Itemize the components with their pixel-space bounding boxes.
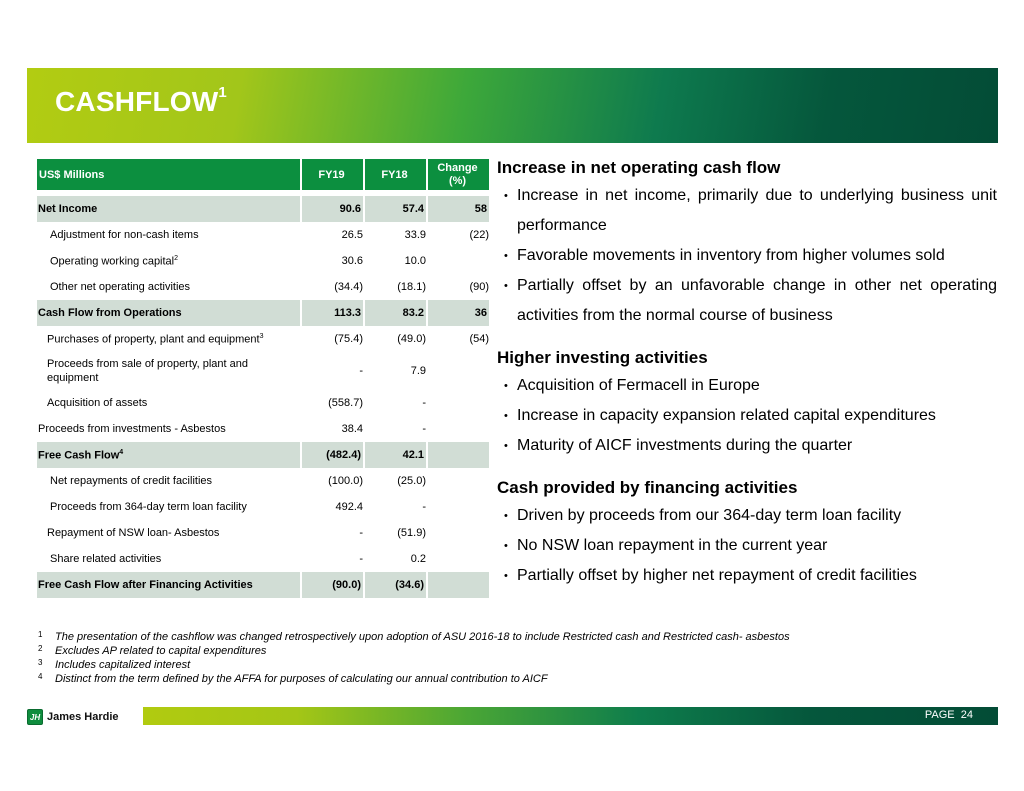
footnote	[38, 630, 790, 644]
bullet-item: • Acquisition of Fermacell in Europe	[497, 371, 997, 401]
row-label: Acquisition of assets	[47, 397, 148, 409]
footnote-number: 4	[38, 672, 43, 681]
bullet-list	[497, 181, 997, 331]
table-row	[37, 248, 491, 274]
table-row	[37, 416, 491, 442]
footer-bar	[143, 707, 998, 725]
footnote-number: 3	[38, 658, 43, 667]
title-footnote-ref: 1	[218, 84, 227, 101]
row-label: Repayment of NSW loan- Asbestos	[47, 527, 220, 539]
change-value: (22)	[469, 229, 489, 241]
fy18-value: -	[422, 397, 426, 409]
fy18-value: (18.1)	[397, 281, 426, 293]
change-value	[428, 520, 491, 546]
section-heading: Higher investing activities	[497, 348, 708, 367]
change-value: 36	[428, 300, 491, 326]
cashflow-table	[37, 159, 491, 598]
footnote-text: Distinct from the term defined by the AFFA for purposes of calculating our annual contribution to AICF	[55, 673, 548, 685]
fy18-value: 0.2	[410, 553, 426, 565]
title-banner	[27, 68, 998, 143]
change-value: 58	[428, 196, 491, 222]
bullet-list	[497, 501, 997, 591]
change-value: (54)	[469, 333, 489, 345]
table-row	[37, 390, 491, 416]
row-label: Share related activities	[50, 553, 162, 565]
footnote-text: The presentation of the cashflow was changed retrospectively upon adoption of ASU 2016-18 to include Restricted cash and Restricted cash- asbestos	[55, 631, 790, 643]
change-value	[428, 390, 491, 416]
footnote	[38, 644, 790, 658]
fy19-value: 26.5	[341, 229, 363, 241]
fy19-value: -	[359, 553, 363, 565]
footnote-ref: 3	[259, 332, 264, 340]
change-value	[428, 442, 491, 468]
table-row	[37, 352, 491, 390]
page-title: CASHFLOW$^1$	[55, 84, 227, 117]
row-label: Proceeds from investments - Asbestos	[38, 423, 226, 435]
row-label: Net Income	[37, 196, 302, 222]
table-total-row	[37, 300, 491, 326]
change-value	[428, 546, 491, 572]
fy19-value: 90.6	[302, 196, 365, 222]
bullet-item: • Partially offset by higher net repayment of credit facilities	[497, 561, 997, 591]
footnote-text: Includes capitalized interest	[55, 659, 191, 671]
fy18-value: -	[422, 501, 426, 513]
row-label: Other net operating activities	[50, 281, 191, 293]
footer	[27, 707, 998, 727]
bullet-item: • Partially offset by an unfavorable change in other net operating activities from the normal course of business	[497, 271, 997, 331]
column-header-label: US$ Millions	[37, 159, 302, 190]
fy19-value: (558.7)	[328, 397, 363, 409]
page-number: PAGE 24	[924, 709, 973, 721]
row-label: Proceeds from sale of property, plant and equipment	[47, 358, 248, 384]
bullet-item: • Driven by proceeds from our 364-day term loan facility	[497, 501, 997, 531]
bullet-item: • No NSW loan repayment in the current year	[497, 531, 997, 561]
bullet-item: • Favorable movements in inventory from higher volumes sold	[497, 241, 997, 271]
james-hardie-logo	[27, 707, 119, 727]
fy19-value: 492.4	[335, 501, 363, 513]
fy18-value: 83.2	[365, 300, 428, 326]
fy19-value: 38.4	[341, 423, 363, 435]
commentary-section	[497, 345, 997, 461]
bullet-item: • Increase in net income, primarily due to underlying business unit performance	[497, 181, 997, 241]
change-value	[428, 572, 491, 598]
fy18-value: (25.0)	[397, 475, 426, 487]
commentary-section	[497, 475, 997, 591]
table-row	[37, 222, 491, 248]
column-header-fy18: FY18	[365, 159, 428, 190]
table-row	[37, 326, 491, 352]
fy18-value: 7.9	[410, 365, 426, 377]
table-row	[37, 274, 491, 300]
change-value	[428, 468, 491, 494]
jh-logo-icon: JH	[27, 709, 43, 725]
table-total-row	[37, 442, 491, 468]
change-value	[428, 494, 491, 520]
fy19-value: (75.4)	[334, 333, 363, 345]
commentary-section	[497, 155, 997, 331]
change-value: (90)	[469, 281, 489, 293]
fy19-value: 30.6	[341, 255, 363, 267]
fy18-value: 57.4	[365, 196, 428, 222]
row-label: Free Cash Flow$^4$	[37, 442, 302, 468]
fy19-value: (34.4)	[334, 281, 363, 293]
row-label: Free Cash Flow after Financing Activities	[37, 572, 302, 598]
footnote-number: 2	[38, 644, 43, 653]
column-header-change: Change (%)	[428, 159, 491, 190]
column-header-fy19: FY19	[302, 159, 365, 190]
row-label: Cash Flow from Operations	[37, 300, 302, 326]
fy19-value: -	[359, 365, 363, 377]
fy19-value: (90.0)	[302, 572, 365, 598]
footnotes	[38, 630, 790, 686]
fy18-value: (34.6)	[365, 572, 428, 598]
table-row	[37, 520, 491, 546]
change-value	[428, 352, 491, 390]
table-row	[37, 546, 491, 572]
fy19-value: 113.3	[302, 300, 365, 326]
fy18-value: -	[422, 423, 426, 435]
fy19-value: (100.0)	[328, 475, 363, 487]
footnote	[38, 658, 790, 672]
change-value	[428, 248, 491, 274]
commentary-panel	[497, 155, 997, 591]
footnote-ref: 2	[174, 254, 179, 262]
table-total-row	[37, 196, 491, 222]
fy18-value: 42.1	[365, 442, 428, 468]
table-header-row	[37, 159, 491, 190]
row-label: Net repayments of credit facilities	[50, 475, 213, 487]
row-label: Purchases of property, plant and equipment$^3$	[47, 332, 264, 346]
section-heading: Increase in net operating cash flow	[497, 158, 781, 177]
fy18-value: 10.0	[404, 255, 426, 267]
footnote-number: 1	[38, 630, 43, 639]
fy19-value: (482.4)	[302, 442, 365, 468]
table-row	[37, 468, 491, 494]
footnote-text: Excludes AP related to capital expenditures	[55, 645, 267, 657]
fy19-value: -	[359, 527, 363, 539]
bullet-item: • Increase in capacity expansion related capital expenditures	[497, 401, 997, 431]
fy18-value: 33.9	[404, 229, 426, 241]
logo-text: James Hardie	[47, 711, 119, 723]
row-label: Adjustment for non-cash items	[50, 229, 199, 241]
row-label: Operating working capital$^2$	[50, 254, 179, 268]
change-value	[428, 416, 491, 442]
footnote-ref: 4	[119, 448, 124, 456]
table-total-row	[37, 572, 491, 598]
section-heading: Cash provided by financing activities	[497, 478, 798, 497]
fy18-value: (51.9)	[397, 527, 426, 539]
row-label: Proceeds from 364-day term loan facility	[50, 501, 247, 513]
bullet-item: • Maturity of AICF investments during the quarter	[497, 431, 997, 461]
fy18-value: (49.0)	[397, 333, 426, 345]
bullet-list	[497, 371, 997, 461]
footnote	[38, 672, 790, 686]
table-row	[37, 494, 491, 520]
